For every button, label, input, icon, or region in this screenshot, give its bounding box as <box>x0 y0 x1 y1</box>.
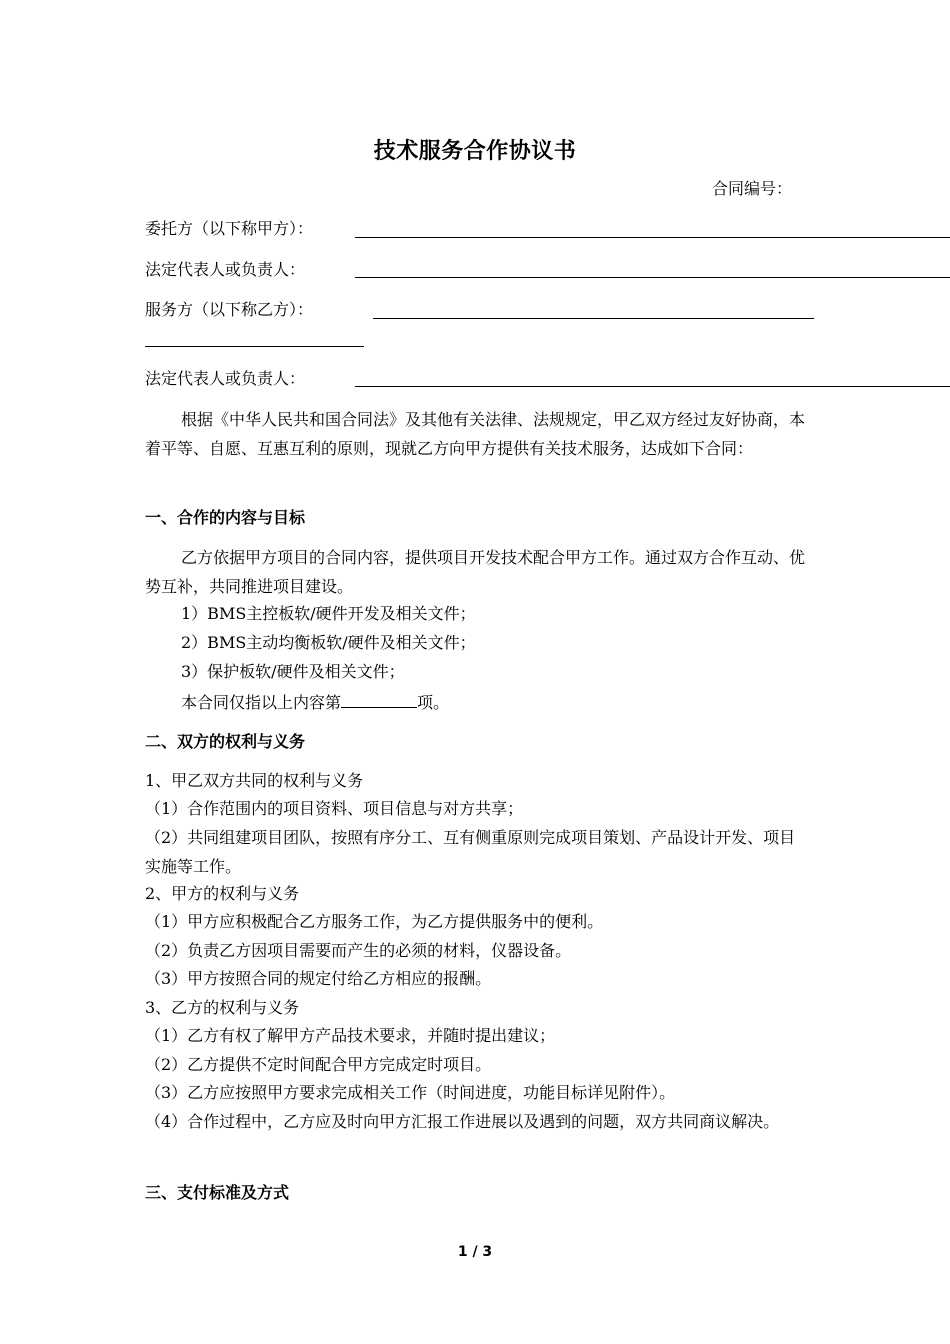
section-2-heading: 二、双方的权利与义务 <box>145 732 306 751</box>
party-a-label: 委托方（以下称甲方）： <box>145 219 314 238</box>
section-2-item: （2）共同组建项目团队，按照有序分工、互有侧重原则完成项目策划、产品设计开发、项目实施等工作。 <box>145 828 796 876</box>
party-b-fill-line[interactable] <box>373 318 814 319</box>
document-title: 技术服务合作协议书 <box>373 139 577 164</box>
section-2-subheading: 2、甲方的权利与义务 <box>145 884 300 903</box>
section-2-item: （4）合作过程中，乙方应及时向甲方汇报工作进展以及遇到的问题，双方共同商议解决。 <box>145 1112 780 1131</box>
intro-paragraph: 根据《中华人民共和国合同法》及其他有关法律、法规规定，甲乙双方经过友好协商，本着平等、自愿、互惠互利的原则，现就乙方向甲方提供有关技术服务，达成如下合同： <box>145 410 806 458</box>
legal-rep-b-label: 法定代表人或负责人： <box>145 369 306 388</box>
section-2-item: （1）合作范围内的项目资料、项目信息与对方共享； <box>145 799 524 818</box>
section-1-paragraph: 乙方依据甲方项目的合同内容，提供项目开发技术配合甲方工作。通过双方合作互动、优势互补，共同推进项目建设。 <box>145 548 806 596</box>
section-2-subheading: 3、乙方的权利与义务 <box>145 998 300 1017</box>
contract-number-label: 合同编号： <box>712 179 793 198</box>
legal-rep-a-label: 法定代表人或负责人： <box>145 260 306 279</box>
legal-rep-a-fill-line[interactable] <box>355 277 950 278</box>
page-number: 1 / 3 <box>457 1244 493 1260</box>
section-2-subheading: 1、甲乙双方共同的权利与义务 <box>145 771 364 790</box>
section-1-item: 1）BMS主控板软/硬件开发及相关文件； <box>181 604 476 623</box>
scope-suffix: 项。 <box>417 693 450 712</box>
scope-statement <box>181 690 449 714</box>
section-1-item: 3）保护板软/硬件及相关文件； <box>181 662 405 681</box>
section-2-item: （1）甲方应积极配合乙方服务工作，为乙方提供服务中的便利。 <box>145 912 604 931</box>
section-2-item: （2）乙方提供不定时间配合甲方完成定时项目。 <box>145 1055 492 1074</box>
section-2-item: （3）甲方按照合同的规定付给乙方相应的报酬。 <box>145 969 492 988</box>
section-2-item: （1）乙方有权了解甲方产品技术要求，并随时提出建议； <box>145 1026 556 1045</box>
scope-item-blank[interactable] <box>341 690 417 708</box>
section-3-heading: 三、支付标准及方式 <box>145 1183 290 1202</box>
scope-prefix: 本合同仅指以上内容第 <box>181 693 342 712</box>
legal-rep-b-fill-line[interactable] <box>355 386 950 387</box>
party-a-fill-line[interactable] <box>355 237 950 238</box>
section-1-item: 2）BMS主动均衡板软/硬件及相关文件； <box>181 633 476 652</box>
party-b-fill-line-continued[interactable] <box>145 346 364 347</box>
section-1-heading: 一、合作的内容与目标 <box>145 508 306 527</box>
party-b-label: 服务方（以下称乙方）： <box>145 300 314 319</box>
section-2-item: （2）负责乙方因项目需要而产生的必须的材料，仪器设备。 <box>145 941 572 960</box>
section-2-item: （3）乙方应按照甲方要求完成相关工作（时间进度，功能目标详见附件）。 <box>145 1083 676 1102</box>
